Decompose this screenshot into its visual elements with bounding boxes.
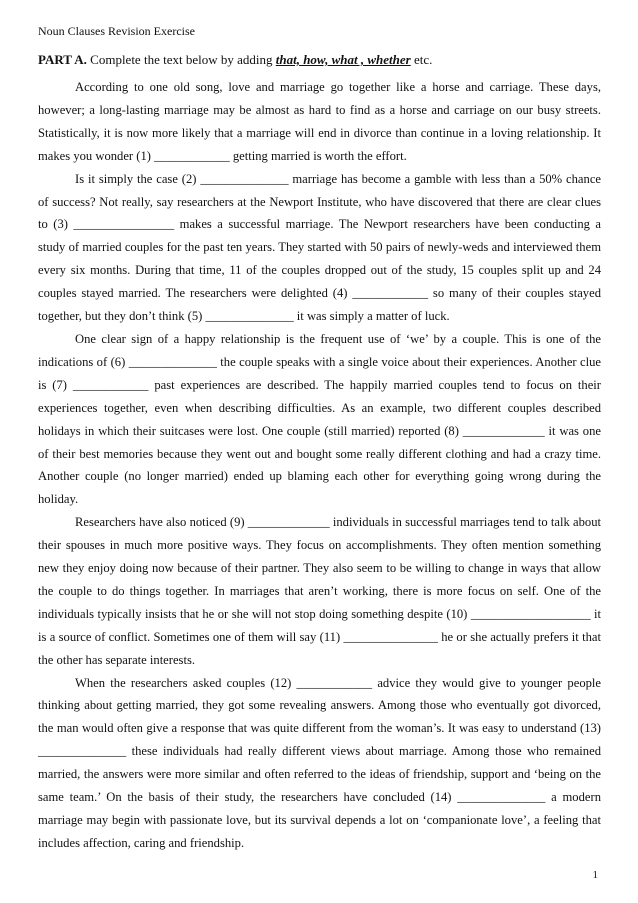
paragraph-3: One clear sign of a happy relationship is the frequent use of ‘we’ by a couple. This is one of the indications of (6) ______________ the couple speaks with a single voice about their experiences. Another clue is (7) ____________ past experiences are described. The happily married couples tend to focus on their experiences together, even when describing difficulties. As an example, two different couples described holidays in which their suitcases were lost. One couple (still married) reported (8) _____________ it was one of their best memories because they went out and bought some really different clothing and had a crazy time. Another couple (no longer married) ended up blaming each other for everything going wrong during the holiday. [38,331,601,507]
paragraph-1: According to one old song, love and marriage go together like a horse and carriage. These days, however; a long-lasting marriage may be almost as hard to find as a horse and carriage on our busy streets. Statistically, it is now more likely that a marriage will end in divorce than continue in a loving relationship. It makes you wonder (1) ____________ getting married is worth the effort. [38,80,601,163]
exercise-text [38,76,601,855]
part-a-instruction [38,52,432,68]
instruction-suffix: etc. [410,52,433,67]
paragraph-5: When the researchers asked couples (12) ____________ advice they would give to younger people thinking about getting married, they got some revealing answers. Among those who eventually got divorced, the man would often give a response that was quite different from the woman’s. It was easy to understand (13) ______________ these individuals had really different views about marriage. Among those who remained married, the answers were more similar and often referred to the ideas of friendship, support and ‘being on the same team.’ On the basis of their study, the researchers have concluded (14) ______________ a modern marriage may begin with passionate love, but its survival depends a lot on ‘companionate love’, a feeling that includes affection, caring and friendship. [38,675,601,850]
target-words: that, how, what , whether [275,52,411,67]
instruction-text: Complete the text below by adding [86,52,276,67]
paragraph-2: Is it simply the case (2) ______________ marriage has become a gamble with less than a 50% chance of success? Not really, say researchers at the Newport Institute, who have discovered that there are clear clues to (3) ________________ makes a successful marriage. The Newport researchers have been conducting a study of married couples for the past ten years. They started with 50 pairs of newly-weds and interviewed them every six months. During that time, 11 of the couples dropped out of the study, 15 couples split up and 24 couples stayed married. The researchers were delighted (4) ____________ so many of their couples stayed together, but they don’t think (5) ______________ it was simply a matter of luck. [38,171,601,324]
page-header: Noun Clauses Revision Exercise [38,24,195,38]
page-number: 1 [592,869,598,881]
part-a-label: PART A. [38,52,87,67]
paragraph-4: Researchers have also noticed (9) _____________ individuals in successful marriages tend to talk about their spouses in much more positive ways. They focus on accomplishments. They often mention something new they enjoy doing now because of their partner. They also seem to be willing to change in ways that allow the couple to do things together. In marriages that aren’t working, there is more focus on self. One of the individuals typically insists that he or she will not stop doing something despite (10) ___________________ it is a source of conflict. Sometimes one of them will say (11) _______________ he or she actually prefers it that the other has separate interests. [38,515,601,667]
